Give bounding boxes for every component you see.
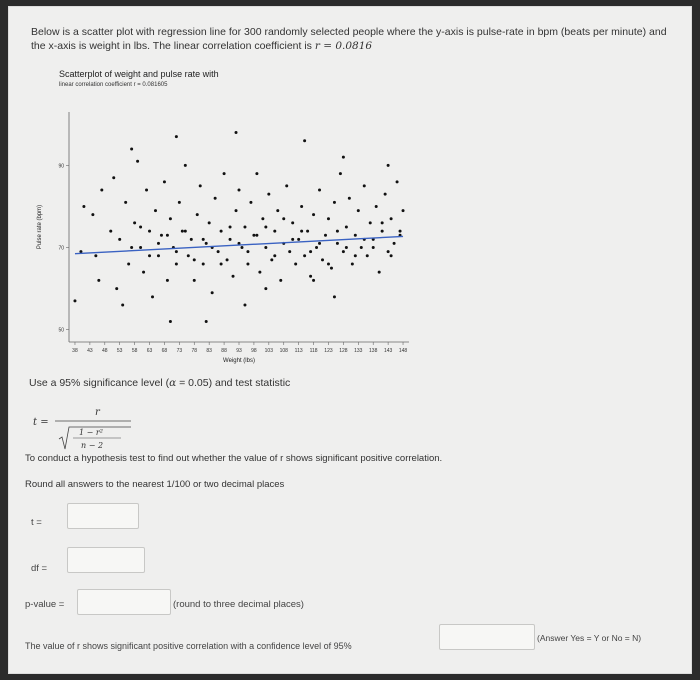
data-point [267, 193, 270, 196]
conclusion-answer-input[interactable] [439, 624, 535, 650]
pvalue-note: (round to three decimal places) [173, 599, 304, 610]
x-tick-label: 93 [236, 348, 242, 354]
x-axis-label: Weight (lbs) [223, 358, 255, 364]
data-point [306, 230, 309, 233]
data-point [330, 267, 333, 270]
data-point [351, 262, 354, 265]
data-point [130, 147, 133, 150]
data-point [318, 189, 321, 192]
data-point [381, 230, 384, 233]
data-point [175, 135, 178, 138]
data-point [333, 295, 336, 298]
data-point [160, 234, 163, 237]
data-point [235, 209, 238, 212]
data-point [324, 234, 327, 237]
data-point [336, 242, 339, 245]
t-label: t = [31, 517, 42, 528]
data-point [309, 250, 312, 253]
data-point [94, 254, 97, 257]
data-point [348, 197, 351, 200]
data-point [235, 131, 238, 134]
data-point [112, 176, 115, 179]
data-point [315, 246, 318, 249]
data-point [252, 234, 255, 237]
data-point [154, 209, 157, 212]
data-point [232, 275, 235, 278]
scatter-plot [29, 102, 429, 372]
data-point [133, 221, 136, 224]
data-point [91, 213, 94, 216]
data-point [312, 213, 315, 216]
data-point [130, 246, 133, 249]
x-tick-label: 143 [383, 348, 393, 354]
data-point [279, 279, 282, 282]
data-point [148, 254, 151, 257]
data-point [375, 205, 378, 208]
x-tick-label: 43 [87, 348, 93, 354]
data-point [300, 230, 303, 233]
data-point [151, 295, 154, 298]
data-point [243, 304, 246, 307]
y-tick-label: 70 [58, 245, 64, 252]
data-point [205, 320, 208, 323]
data-point [208, 221, 211, 224]
data-point [163, 180, 166, 183]
data-point [318, 242, 321, 245]
data-point [342, 250, 345, 253]
pvalue-label: p-value = [25, 599, 65, 610]
data-point [193, 279, 196, 282]
data-point [115, 287, 118, 290]
data-point [243, 226, 246, 229]
data-point [100, 189, 103, 192]
x-tick-label: 118 [309, 348, 318, 354]
data-point [264, 246, 267, 249]
y-tick-label: 50 [58, 327, 64, 334]
x-tick-label: 78 [191, 348, 198, 354]
data-point [276, 209, 279, 212]
df-label: df = [31, 563, 48, 574]
data-point [169, 217, 172, 220]
significance-text-b: = 0.05) and test statistic [176, 377, 291, 389]
alpha-symbol: α [169, 377, 177, 389]
data-point [118, 238, 121, 241]
data-point [258, 271, 261, 274]
x-tick-label: 53 [116, 348, 123, 354]
data-point [190, 238, 193, 241]
x-tick-label: 123 [324, 348, 333, 354]
rounding-text: Round all answers to the nearest 1/100 or two decimal places [25, 479, 285, 490]
x-tick-label: 108 [279, 348, 288, 354]
chart-title: Scatterplot of weight and pulse rate with [59, 69, 219, 79]
df-answer-input[interactable] [67, 547, 145, 573]
data-point [345, 246, 348, 249]
data-point [249, 201, 252, 204]
regression-line [75, 236, 403, 253]
data-point [366, 254, 369, 257]
formula-numerator: r [95, 407, 100, 418]
x-tick-label: 68 [161, 348, 168, 354]
data-point [291, 238, 294, 241]
data-point [121, 304, 124, 307]
data-point [226, 258, 229, 261]
t-statistic-formula [31, 403, 141, 455]
data-point [381, 221, 384, 224]
data-point [399, 230, 402, 233]
data-point [157, 254, 160, 257]
data-point [205, 242, 208, 245]
data-point [202, 238, 205, 241]
data-point [145, 189, 148, 192]
data-point [238, 189, 241, 192]
data-point [229, 226, 232, 229]
data-point [384, 193, 387, 196]
data-point [327, 217, 330, 220]
data-point [166, 234, 169, 237]
data-point [333, 201, 336, 204]
conclusion-label: The value of r shows significant positive correlation with a confidence level of 95% [25, 641, 352, 651]
data-point [342, 156, 345, 159]
y-tick-label: 90 [58, 163, 64, 170]
data-point [97, 279, 100, 282]
data-point [166, 279, 169, 282]
data-point [294, 262, 297, 265]
problem-intro [31, 25, 681, 53]
data-point [303, 254, 306, 257]
data-point [73, 299, 76, 302]
data-point [109, 230, 112, 233]
y-axis-label: Pulse rate (bpm) [37, 204, 43, 250]
data-point [372, 246, 375, 249]
data-point [390, 217, 393, 220]
data-point [363, 184, 366, 187]
question-panel [8, 6, 692, 674]
data-point [124, 201, 127, 204]
x-tick-label: 148 [398, 348, 408, 354]
data-point [240, 246, 243, 249]
x-tick-label: 113 [294, 348, 303, 354]
data-point [270, 258, 273, 261]
data-point [357, 209, 360, 212]
data-point [246, 262, 249, 265]
data-point [273, 230, 276, 233]
formula-radicand-bottom: n − 2 [81, 441, 104, 450]
x-tick-label: 88 [221, 348, 227, 354]
data-point [339, 172, 342, 175]
data-point [291, 221, 294, 224]
formula-radicand-top: 1 − r² [79, 428, 103, 437]
data-point [264, 287, 267, 290]
x-tick-label: 128 [339, 348, 348, 354]
data-point [184, 230, 187, 233]
data-point [255, 234, 258, 237]
data-point [157, 242, 160, 245]
data-point [211, 291, 214, 294]
data-point [360, 246, 363, 249]
data-point [264, 226, 267, 229]
pvalue-answer-input[interactable] [77, 589, 171, 615]
data-point [393, 242, 396, 245]
data-point [199, 184, 202, 187]
data-point [369, 221, 372, 224]
data-point [321, 258, 324, 261]
data-point [196, 213, 199, 216]
x-tick-label: 98 [251, 348, 257, 354]
data-point [312, 279, 315, 282]
data-point [282, 217, 285, 220]
data-point [261, 217, 264, 220]
data-point [285, 184, 288, 187]
data-point [255, 172, 258, 175]
data-point [345, 226, 348, 229]
answer-format-note: (Answer Yes = Y or No = N) [537, 633, 642, 643]
x-tick-label: 138 [369, 348, 378, 354]
data-point [229, 238, 232, 241]
data-point [288, 250, 291, 253]
x-tick-label: 38 [72, 348, 78, 354]
x-tick-label: 133 [354, 348, 363, 354]
data-point [402, 209, 405, 212]
data-point [178, 201, 181, 204]
data-point [127, 262, 130, 265]
data-point [336, 230, 339, 233]
data-point [148, 230, 151, 233]
data-point [273, 254, 276, 257]
x-tick-label: 48 [102, 348, 108, 354]
data-point [136, 160, 139, 163]
data-point [300, 205, 303, 208]
data-point [169, 320, 172, 323]
data-point [387, 164, 390, 167]
intro-text: Below is a scatter plot with regression line for 300 randomly selected people where the y-axis is pulse-rate in bpm (beats per minute) and the x-axis is weight in lbs. The linear correlation coefficient is [31, 26, 667, 52]
x-tick-label: 103 [264, 348, 273, 354]
data-point [220, 230, 223, 233]
data-point [354, 234, 357, 237]
data-point [390, 254, 393, 257]
data-point [387, 250, 390, 253]
purpose-text: To conduct a hypothesis test to find out whether the value of r shows significant positive correlation. [25, 453, 443, 464]
data-point [181, 230, 184, 233]
data-point [184, 164, 187, 167]
data-point [187, 254, 190, 257]
significance-text: Use a 95% significance level ( [29, 377, 170, 389]
data-point [246, 250, 249, 253]
data-point [327, 262, 330, 265]
data-point [139, 226, 142, 229]
x-tick-label: 58 [131, 348, 138, 354]
data-point [214, 197, 217, 200]
significance-line [29, 377, 290, 389]
chart-subtitle: linear correlation coefficient r = 0.081605 [59, 82, 168, 88]
intro-r-value: = 0.0816 [319, 40, 373, 52]
x-tick-label: 63 [146, 348, 153, 354]
data-point [303, 139, 306, 142]
data-point [142, 271, 145, 274]
data-point [217, 250, 220, 253]
data-point [309, 275, 312, 278]
data-point [202, 262, 205, 265]
t-answer-input[interactable] [67, 503, 139, 529]
data-point [193, 258, 196, 261]
data-point [220, 262, 223, 265]
data-point [82, 205, 85, 208]
data-point [175, 262, 178, 265]
data-point [175, 250, 178, 253]
intro-r: r [314, 40, 320, 52]
data-point [297, 238, 300, 241]
x-tick-label: 73 [176, 348, 183, 354]
data-point [378, 271, 381, 274]
x-tick-label: 83 [206, 348, 212, 354]
formula-t-lhs: t = [33, 417, 49, 428]
data-point [139, 246, 142, 249]
data-point [396, 180, 399, 183]
data-point [354, 254, 357, 257]
data-point [223, 172, 226, 175]
